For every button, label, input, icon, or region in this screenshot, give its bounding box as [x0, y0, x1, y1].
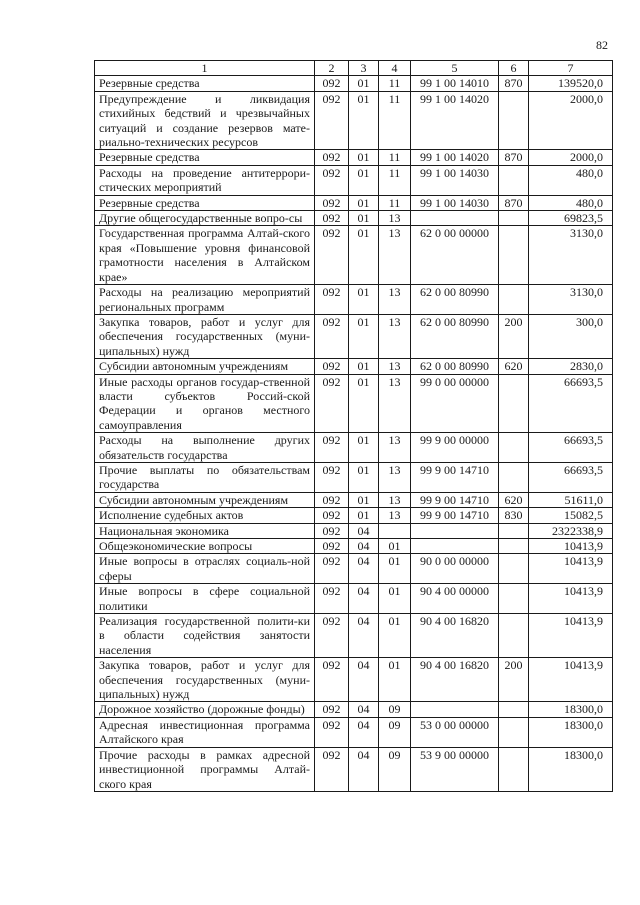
budget-table — [94, 60, 613, 792]
table-row — [95, 508, 613, 523]
target-article-code: 90 0 00 00000 — [411, 554, 499, 584]
header-cell: 6 — [499, 61, 529, 76]
amount-value: 2000,0 — [529, 150, 613, 165]
subsection-code: 13 — [379, 314, 411, 358]
subsection-code: 01 — [379, 539, 411, 554]
row-label: Дорожное хозяйство (дорожные фонды) — [95, 702, 315, 717]
subsection-code: 13 — [379, 492, 411, 507]
amount-value: 69823,5 — [529, 211, 613, 226]
expense-type-code — [499, 91, 529, 150]
subsection-code: 13 — [379, 359, 411, 374]
amount-value: 3130,0 — [529, 285, 613, 315]
section-code: 01 — [349, 374, 379, 433]
subsection-code: 11 — [379, 91, 411, 150]
header-cell: 1 — [95, 61, 315, 76]
ministry-code: 092 — [315, 539, 349, 554]
ministry-code: 092 — [315, 584, 349, 614]
section-code: 01 — [349, 433, 379, 463]
row-label: Национальная экономика — [95, 523, 315, 538]
amount-value: 139520,0 — [529, 76, 613, 91]
section-code: 01 — [349, 76, 379, 91]
ministry-code: 092 — [315, 150, 349, 165]
row-label: Другие общегосударственные вопро-сы — [95, 211, 315, 226]
table-row — [95, 211, 613, 226]
row-label: Исполнение судебных актов — [95, 508, 315, 523]
ministry-code: 092 — [315, 717, 349, 747]
row-label: Предупреждение и ликвидация стихийных бедствий и чрезвычайных ситуаций и создание резервов мате-риально-технических ресурсов — [95, 91, 315, 150]
expense-type-code — [499, 717, 529, 747]
amount-value: 2322338,9 — [529, 523, 613, 538]
amount-value: 2830,0 — [529, 359, 613, 374]
expense-type-code — [499, 747, 529, 791]
row-label: Иные вопросы в отраслях социаль-ной сферы — [95, 554, 315, 584]
row-label: Резервные средства — [95, 76, 315, 91]
row-label: Расходы на проведение антитеррори-стических мероприятий — [95, 165, 315, 195]
table-row — [95, 492, 613, 507]
table-row — [95, 747, 613, 791]
section-code: 01 — [349, 195, 379, 210]
ministry-code: 092 — [315, 554, 349, 584]
table-row — [95, 539, 613, 554]
table-row — [95, 359, 613, 374]
ministry-code: 092 — [315, 359, 349, 374]
section-code: 01 — [349, 211, 379, 226]
expense-type-code: 200 — [499, 314, 529, 358]
table-row — [95, 462, 613, 492]
table-row — [95, 554, 613, 584]
amount-value: 10413,9 — [529, 539, 613, 554]
section-code: 01 — [349, 285, 379, 315]
amount-value: 66693,5 — [529, 462, 613, 492]
ministry-code: 092 — [315, 492, 349, 507]
expense-type-code — [499, 165, 529, 195]
expense-type-code — [499, 523, 529, 538]
table-row — [95, 165, 613, 195]
table-row — [95, 150, 613, 165]
subsection-code: 01 — [379, 658, 411, 702]
target-article-code: 99 1 00 14030 — [411, 195, 499, 210]
header-cell: 5 — [411, 61, 499, 76]
target-article-code — [411, 702, 499, 717]
target-article-code: 99 0 00 00000 — [411, 374, 499, 433]
target-article-code — [411, 523, 499, 538]
row-label: Расходы на реализацию мероприятий региональных программ — [95, 285, 315, 315]
section-code: 04 — [349, 554, 379, 584]
ministry-code: 092 — [315, 91, 349, 150]
table-row — [95, 523, 613, 538]
amount-value: 66693,5 — [529, 433, 613, 463]
amount-value: 10413,9 — [529, 614, 613, 658]
subsection-code: 01 — [379, 614, 411, 658]
section-code: 04 — [349, 658, 379, 702]
table-row — [95, 314, 613, 358]
amount-value: 10413,9 — [529, 584, 613, 614]
target-article-code: 99 9 00 14710 — [411, 492, 499, 507]
section-code: 01 — [349, 91, 379, 150]
header-cell: 3 — [349, 61, 379, 76]
expense-type-code: 620 — [499, 492, 529, 507]
table-row — [95, 91, 613, 150]
amount-value: 18300,0 — [529, 717, 613, 747]
table-row — [95, 433, 613, 463]
section-code: 01 — [349, 359, 379, 374]
expense-type-code — [499, 433, 529, 463]
header-cell: 4 — [379, 61, 411, 76]
target-article-code — [411, 211, 499, 226]
row-label: Закупка товаров, работ и услуг для обеспечения государственных (муни-ципальных) нужд — [95, 314, 315, 358]
ministry-code: 092 — [315, 314, 349, 358]
row-label: Субсидии автономным учреждениям — [95, 492, 315, 507]
expense-type-code: 870 — [499, 76, 529, 91]
section-code: 01 — [349, 462, 379, 492]
target-article-code: 99 1 00 14020 — [411, 150, 499, 165]
subsection-code: 13 — [379, 508, 411, 523]
target-article-code: 99 1 00 14020 — [411, 91, 499, 150]
row-label: Реализация государственной полити-ки в области содействия занятости населения — [95, 614, 315, 658]
table-row — [95, 285, 613, 315]
subsection-code: 11 — [379, 76, 411, 91]
ministry-code: 092 — [315, 195, 349, 210]
subsection-code: 01 — [379, 554, 411, 584]
ministry-code: 092 — [315, 523, 349, 538]
header-row — [95, 61, 613, 76]
subsection-code: 13 — [379, 433, 411, 463]
expense-type-code: 200 — [499, 658, 529, 702]
subsection-code: 13 — [379, 211, 411, 226]
page-number: 82 — [596, 38, 608, 52]
target-article-code: 53 9 00 00000 — [411, 747, 499, 791]
row-label: Прочие расходы в рамках адресной инвестиционной программы Алтай-ского края — [95, 747, 315, 791]
section-code: 04 — [349, 717, 379, 747]
amount-value: 10413,9 — [529, 658, 613, 702]
target-article-code: 62 0 00 80990 — [411, 285, 499, 315]
expense-type-code — [499, 462, 529, 492]
subsection-code: 13 — [379, 285, 411, 315]
amount-value: 15082,5 — [529, 508, 613, 523]
section-code: 01 — [349, 165, 379, 195]
section-code: 04 — [349, 747, 379, 791]
row-label: Субсидии автономным учреждениям — [95, 359, 315, 374]
amount-value: 18300,0 — [529, 747, 613, 791]
section-code: 01 — [349, 314, 379, 358]
target-article-code: 53 0 00 00000 — [411, 717, 499, 747]
target-article-code: 99 1 00 14030 — [411, 165, 499, 195]
expense-type-code: 620 — [499, 359, 529, 374]
amount-value: 10413,9 — [529, 554, 613, 584]
section-code: 04 — [349, 539, 379, 554]
target-article-code: 62 0 00 80990 — [411, 314, 499, 358]
table-row — [95, 614, 613, 658]
section-code: 01 — [349, 492, 379, 507]
subsection-code: 09 — [379, 717, 411, 747]
expense-type-code — [499, 374, 529, 433]
section-code: 01 — [349, 226, 379, 285]
expense-type-code — [499, 285, 529, 315]
table-row — [95, 702, 613, 717]
section-code: 04 — [349, 614, 379, 658]
subsection-code: 11 — [379, 165, 411, 195]
amount-value: 66693,5 — [529, 374, 613, 433]
row-label: Прочие выплаты по обязательствам государства — [95, 462, 315, 492]
subsection-code: 11 — [379, 150, 411, 165]
ministry-code: 092 — [315, 433, 349, 463]
target-article-code: 90 4 00 00000 — [411, 584, 499, 614]
row-label: Адресная инвестиционная программа Алтайского края — [95, 717, 315, 747]
section-code: 04 — [349, 584, 379, 614]
ministry-code: 092 — [315, 658, 349, 702]
ministry-code: 092 — [315, 462, 349, 492]
ministry-code: 092 — [315, 747, 349, 791]
amount-value: 480,0 — [529, 195, 613, 210]
expense-type-code: 870 — [499, 195, 529, 210]
target-article-code: 90 4 00 16820 — [411, 658, 499, 702]
table-row — [95, 195, 613, 210]
table-row — [95, 658, 613, 702]
ministry-code: 092 — [315, 165, 349, 195]
table-row — [95, 374, 613, 433]
ministry-code: 092 — [315, 226, 349, 285]
table-row — [95, 584, 613, 614]
subsection-code: 13 — [379, 374, 411, 433]
row-label: Иные расходы органов государ-ственной власти субъектов Россий-ской Федерации и органов местного самоуправления — [95, 374, 315, 433]
expense-type-code — [499, 554, 529, 584]
expense-type-code: 830 — [499, 508, 529, 523]
ministry-code: 092 — [315, 614, 349, 658]
ministry-code: 092 — [315, 211, 349, 226]
row-label: Резервные средства — [95, 195, 315, 210]
expense-type-code — [499, 614, 529, 658]
target-article-code — [411, 539, 499, 554]
subsection-code: 13 — [379, 226, 411, 285]
section-code: 01 — [349, 508, 379, 523]
target-article-code: 99 1 00 14010 — [411, 76, 499, 91]
subsection-code: 01 — [379, 584, 411, 614]
expense-type-code — [499, 211, 529, 226]
subsection-code: 13 — [379, 462, 411, 492]
subsection-code: 09 — [379, 747, 411, 791]
expense-type-code: 870 — [499, 150, 529, 165]
target-article-code: 62 0 00 80990 — [411, 359, 499, 374]
expense-type-code — [499, 539, 529, 554]
target-article-code: 62 0 00 00000 — [411, 226, 499, 285]
header-cell: 2 — [315, 61, 349, 76]
row-label: Расходы на выполнение других обязательств государства — [95, 433, 315, 463]
row-label: Общеэкономические вопросы — [95, 539, 315, 554]
expense-type-code — [499, 226, 529, 285]
expense-type-code — [499, 584, 529, 614]
section-code: 01 — [349, 150, 379, 165]
row-label: Закупка товаров, работ и услуг для обеспечения государственных (муни-ципальных) нужд — [95, 658, 315, 702]
target-article-code: 99 9 00 14710 — [411, 508, 499, 523]
row-label: Резервные средства — [95, 150, 315, 165]
amount-value: 51611,0 — [529, 492, 613, 507]
amount-value: 3130,0 — [529, 226, 613, 285]
section-code: 04 — [349, 523, 379, 538]
ministry-code: 092 — [315, 702, 349, 717]
row-label: Государственная программа Алтай-ского края «Повышение уровня финансовой грамотности населения в Алтайском крае» — [95, 226, 315, 285]
header-cell: 7 — [529, 61, 613, 76]
row-label: Иные вопросы в сфере социальной политики — [95, 584, 315, 614]
table-row — [95, 717, 613, 747]
ministry-code: 092 — [315, 374, 349, 433]
amount-value: 2000,0 — [529, 91, 613, 150]
amount-value: 480,0 — [529, 165, 613, 195]
subsection-code — [379, 523, 411, 538]
target-article-code: 90 4 00 16820 — [411, 614, 499, 658]
ministry-code: 092 — [315, 508, 349, 523]
subsection-code: 11 — [379, 195, 411, 210]
ministry-code: 092 — [315, 285, 349, 315]
target-article-code: 99 9 00 14710 — [411, 462, 499, 492]
section-code: 04 — [349, 702, 379, 717]
expense-type-code — [499, 702, 529, 717]
target-article-code: 99 9 00 00000 — [411, 433, 499, 463]
table-row — [95, 76, 613, 91]
amount-value: 18300,0 — [529, 702, 613, 717]
amount-value: 300,0 — [529, 314, 613, 358]
table-row — [95, 226, 613, 285]
ministry-code: 092 — [315, 76, 349, 91]
subsection-code: 09 — [379, 702, 411, 717]
